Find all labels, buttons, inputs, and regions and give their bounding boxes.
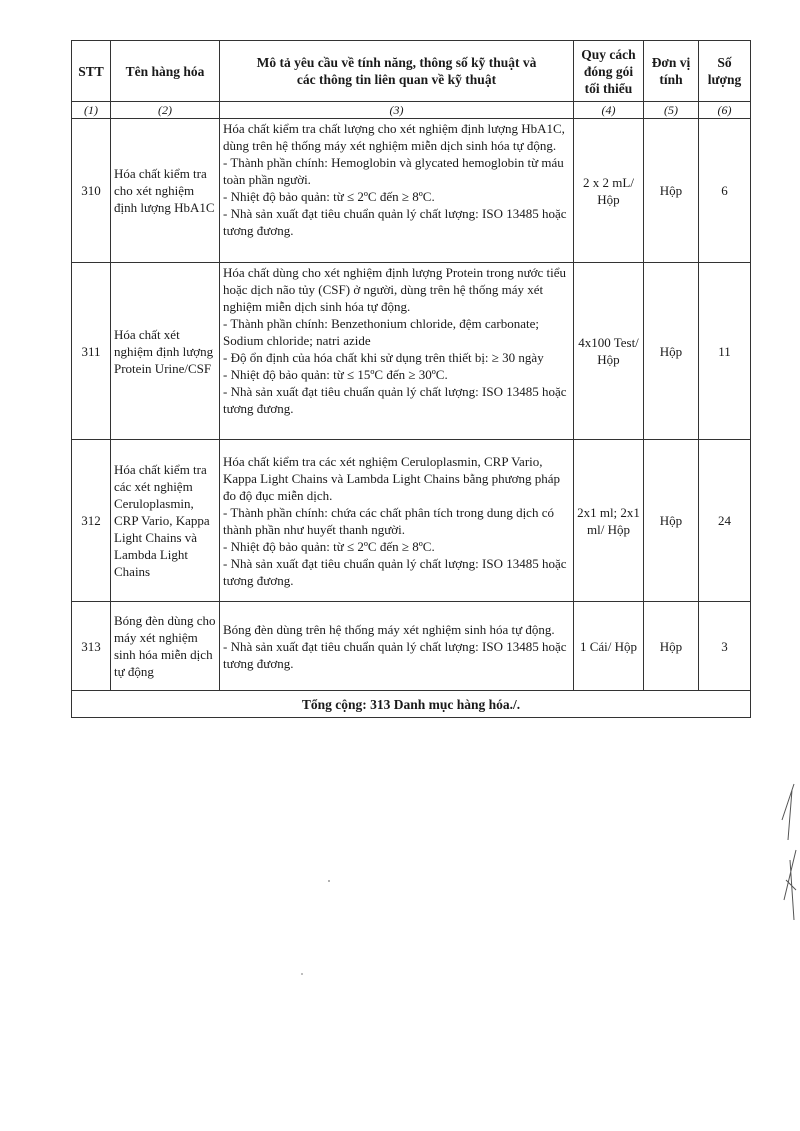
total-text: Tổng cộng: 313 Danh mục hàng hóa./.	[72, 691, 751, 718]
row-desc	[220, 440, 574, 602]
goods-table	[71, 40, 751, 718]
col-index: (5)	[644, 102, 699, 119]
desc-line: - Độ ổn định của hóa chất khi sử dụng trên thiết bị: ≥ 30 ngày	[223, 350, 544, 365]
table-row	[72, 440, 751, 602]
col-index: (2)	[111, 102, 220, 119]
row-stt: 310	[72, 119, 111, 263]
row-stt: 313	[72, 602, 111, 691]
column-index-row	[72, 102, 751, 119]
desc-line: - Nhà sản xuất đạt tiêu chuẩn quản lý chất lượng: ISO 13485 hoặc tương đương.	[223, 638, 567, 671]
row-name: Hóa chất xét nghiệm định lượng Protein Urine/CSF	[111, 263, 220, 440]
row-qty: 24	[699, 440, 751, 602]
scan-dot	[328, 880, 330, 882]
desc-line: - Thành phần chính: chứa các chất phân tích trong dung dịch có thành phần như huyết thanh người.	[223, 504, 554, 537]
desc-line: - Thành phần chính: Hemoglobin và glycated hemoglobin từ máu toàn phần người.	[223, 155, 564, 187]
row-unit: Hộp	[644, 263, 699, 440]
col-index: (3)	[220, 102, 574, 119]
row-unit: Hộp	[644, 119, 699, 263]
header-unit: Đơn vị tính	[644, 41, 699, 102]
header-name: Tên hàng hóa	[111, 41, 220, 102]
desc-line: - Nhiệt độ bảo quản: từ ≤ 2ºC đến ≥ 8ºC.	[223, 538, 435, 554]
header-desc: Mô tả yêu cầu về tính năng, thông số kỹ thuật và các thông tin liên quan về kỹ thuật	[220, 41, 574, 102]
desc-line: Hóa chất kiểm tra các xét nghiệm Ceruloplasmin, CRP Vario, Kappa Light Chains và Lambda Light Chains bằng phương pháp đo độ đục miễn dịch.	[223, 453, 561, 503]
col-index: (4)	[574, 102, 644, 119]
row-desc	[220, 602, 574, 691]
desc-line: - Nhà sản xuất đạt tiêu chuẩn quản lý chất lượng: ISO 13485 hoặc tương đương.	[223, 206, 567, 238]
desc-line: - Nhiệt độ bảo quản: từ ≤ 2ºC đến ≥ 8ºC.	[223, 189, 435, 204]
row-stt: 311	[72, 263, 111, 440]
header-pack: Quy cách đóng gói tối thiểu	[574, 41, 644, 102]
row-pack: 2x1 ml; 2x1 ml/ Hộp	[574, 440, 644, 602]
desc-line: Bóng đèn dùng trên hệ thống máy xét nghiệm sinh hóa tự động.	[223, 621, 555, 637]
desc-line: Hóa chất kiểm tra chất lượng cho xét nghiệm định lượng HbA1C, dùng trên hệ thống máy xét nghiệm miễn dịch sinh hóa tự động.	[223, 121, 565, 153]
scan-dot	[301, 973, 303, 975]
edge-signature-mark	[768, 780, 798, 930]
row-name: Hóa chất kiểm tra cho xét nghiệm định lượng HbA1C	[111, 119, 220, 263]
table-row	[72, 263, 751, 440]
row-pack: 4x100 Test/ Hộp	[574, 263, 644, 440]
row-unit: Hộp	[644, 602, 699, 691]
header-qty: Số lượng	[699, 41, 751, 102]
row-qty: 3	[699, 602, 751, 691]
desc-line: - Nhiệt độ bảo quản: từ ≤ 15ºC đến ≥ 30ºC.	[223, 367, 448, 382]
row-name: Hóa chất kiểm tra các xét nghiệm Ceruloplasmin, CRP Vario, Kappa Light Chains và Lambda Light Chains	[111, 440, 220, 602]
desc-line: Hóa chất dùng cho xét nghiệm định lượng Protein trong nước tiểu hoặc dịch não tủy (CSF) ở người, dùng trên hệ thống máy xét nghiệm miễn dịch sinh hóa tự động.	[223, 265, 567, 314]
col-index: (6)	[699, 102, 751, 119]
row-name: Bóng đèn dùng cho máy xét nghiệm sinh hóa miễn dịch tự động	[111, 602, 220, 691]
desc-line: - Thành phần chính: Benzethonium chloride, đệm carbonate; Sodium chloride; natri azide	[223, 316, 539, 348]
desc-line: - Nhà sản xuất đạt tiêu chuẩn quản lý chất lượng: ISO 13485 hoặc tương đương.	[223, 555, 567, 588]
header-row	[72, 41, 751, 102]
header-stt: STT	[72, 41, 111, 102]
row-qty: 6	[699, 119, 751, 263]
desc-line: - Nhà sản xuất đạt tiêu chuẩn quản lý chất lượng: ISO 13485 hoặc tương đương.	[223, 384, 567, 416]
table-row	[72, 602, 751, 691]
table-row	[72, 119, 751, 263]
row-desc	[220, 119, 574, 263]
row-qty: 11	[699, 263, 751, 440]
row-desc	[220, 263, 574, 440]
row-stt: 312	[72, 440, 111, 602]
row-unit: Hộp	[644, 440, 699, 602]
row-pack: 1 Cái/ Hộp	[574, 602, 644, 691]
row-pack: 2 x 2 mL/ Hộp	[574, 119, 644, 263]
total-row	[72, 691, 751, 718]
col-index: (1)	[72, 102, 111, 119]
